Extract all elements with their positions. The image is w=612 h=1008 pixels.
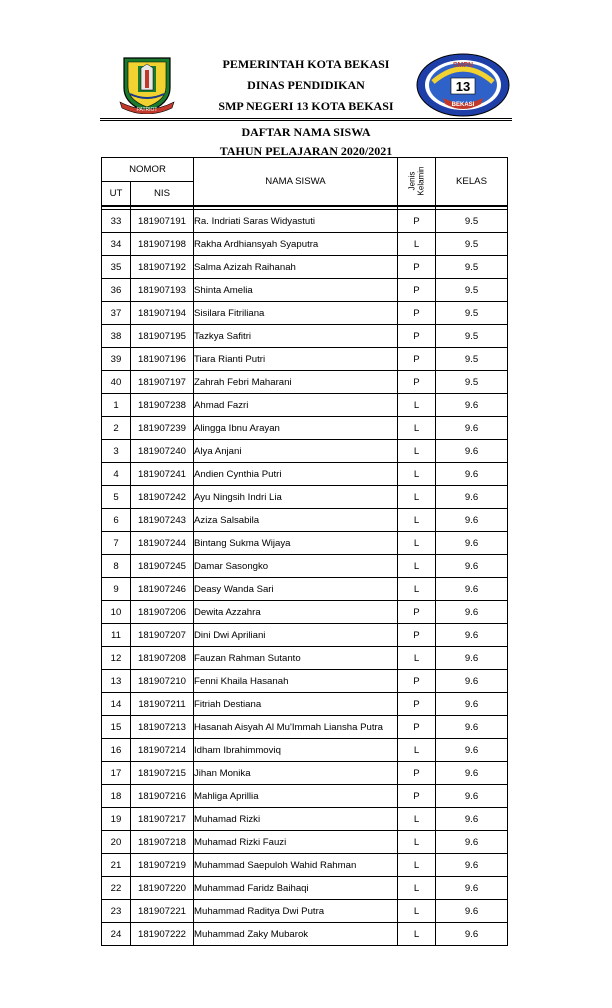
cell-ut: 21 <box>102 854 131 877</box>
cell-kelas: 9.6 <box>436 762 508 785</box>
cell-ut: 10 <box>102 601 131 624</box>
cell-nama: Ahmad Fazri <box>194 394 398 417</box>
cell-nis: 181907198 <box>131 233 194 256</box>
cell-jenis-kelamin: P <box>398 762 436 785</box>
cell-jenis-kelamin: L <box>398 923 436 946</box>
table-row <box>102 348 508 371</box>
table-row <box>102 210 508 233</box>
cell-nama: Tazkya Safitri <box>194 325 398 348</box>
cell-jenis-kelamin: L <box>398 440 436 463</box>
table-row <box>102 371 508 394</box>
table-row <box>102 440 508 463</box>
table-row <box>102 923 508 946</box>
emblem-top-text: SMPN <box>452 62 474 69</box>
cell-kelas: 9.6 <box>436 394 508 417</box>
cell-nama: Ra. Indriati Saras Widyastuti <box>194 210 398 233</box>
cell-ut: 6 <box>102 509 131 532</box>
cell-nama: Dewita Azzahra <box>194 601 398 624</box>
cell-nama: Alya Anjani <box>194 440 398 463</box>
cell-nis: 181907243 <box>131 509 194 532</box>
cell-nis: 181907241 <box>131 463 194 486</box>
cell-jenis-kelamin: P <box>398 210 436 233</box>
header-nis: NIS <box>131 182 194 207</box>
emblem-ribbon-text: PATRIOT <box>136 107 158 113</box>
cell-jenis-kelamin: P <box>398 624 436 647</box>
table-row <box>102 831 508 854</box>
cell-jenis-kelamin: P <box>398 716 436 739</box>
cell-nis: 181907242 <box>131 486 194 509</box>
cell-jenis-kelamin: P <box>398 693 436 716</box>
government-line: PEMERINTAH KOTA BEKASI <box>222 57 390 71</box>
cell-nis: 181907217 <box>131 808 194 831</box>
cell-kelas: 9.6 <box>436 463 508 486</box>
cell-nama: Sisilara Fitriliana <box>194 302 398 325</box>
cell-kelas: 9.5 <box>436 210 508 233</box>
table-header-row <box>102 158 508 182</box>
cell-kelas: 9.6 <box>436 647 508 670</box>
cell-ut: 14 <box>102 693 131 716</box>
header-ut: UT <box>102 182 131 207</box>
cell-ut: 18 <box>102 785 131 808</box>
cell-nis: 181907192 <box>131 256 194 279</box>
cell-jenis-kelamin: P <box>398 325 436 348</box>
cell-ut: 2 <box>102 417 131 440</box>
table-row <box>102 854 508 877</box>
cell-ut: 16 <box>102 739 131 762</box>
student-rows <box>102 210 508 946</box>
cell-kelas: 9.6 <box>436 693 508 716</box>
academic-year: TAHUN PELAJARAN 2020/2021 <box>219 144 393 158</box>
school-emblem <box>415 52 511 118</box>
cell-nis: 181907218 <box>131 831 194 854</box>
header-nama-siswa: NAMA SISWA <box>194 158 398 207</box>
cell-nama: Shinta Amelia <box>194 279 398 302</box>
cell-nis: 181907219 <box>131 854 194 877</box>
institution-heading <box>200 54 412 117</box>
cell-jenis-kelamin: L <box>398 831 436 854</box>
table-row <box>102 900 508 923</box>
cell-kelas: 9.6 <box>436 601 508 624</box>
cell-jenis-kelamin: L <box>398 463 436 486</box>
cell-ut: 35 <box>102 256 131 279</box>
cell-nama: Muhammad Saepuloh Wahid Rahman <box>194 854 398 877</box>
cell-nama: Fauzan Rahman Sutanto <box>194 647 398 670</box>
cell-nama: Salma Azizah Raihanah <box>194 256 398 279</box>
cell-kelas: 9.6 <box>436 785 508 808</box>
cell-kelas: 9.6 <box>436 509 508 532</box>
table-row <box>102 762 508 785</box>
cell-nis: 181907216 <box>131 785 194 808</box>
cell-ut: 40 <box>102 371 131 394</box>
cell-nis: 181907206 <box>131 601 194 624</box>
cell-ut: 12 <box>102 647 131 670</box>
cell-kelas: 9.6 <box>436 877 508 900</box>
header-jenis-kelamin-label <box>408 167 426 196</box>
cell-kelas: 9.5 <box>436 256 508 279</box>
cell-kelas: 9.5 <box>436 302 508 325</box>
cell-nama: Muhammad Raditya Dwi Putra <box>194 900 398 923</box>
cell-kelas: 9.6 <box>436 739 508 762</box>
table-row <box>102 279 508 302</box>
cell-nis: 181907213 <box>131 716 194 739</box>
cell-jenis-kelamin: L <box>398 509 436 532</box>
cell-ut: 33 <box>102 210 131 233</box>
cell-ut: 19 <box>102 808 131 831</box>
cell-jenis-kelamin: L <box>398 555 436 578</box>
cell-nis: 181907246 <box>131 578 194 601</box>
table-row <box>102 417 508 440</box>
cell-jenis-kelamin: L <box>398 877 436 900</box>
table-row <box>102 693 508 716</box>
cell-nama: Muhamad Rizki <box>194 808 398 831</box>
cell-nis: 181907221 <box>131 900 194 923</box>
cell-nama: Dini Dwi Apriliani <box>194 624 398 647</box>
table-row <box>102 670 508 693</box>
cell-kelas: 9.6 <box>436 440 508 463</box>
table-row <box>102 578 508 601</box>
cell-jenis-kelamin: P <box>398 670 436 693</box>
cell-kelas: 9.6 <box>436 578 508 601</box>
header-kelas: KELAS <box>436 158 508 207</box>
document-titles <box>100 123 512 161</box>
cell-ut: 39 <box>102 348 131 371</box>
cell-ut: 17 <box>102 762 131 785</box>
table-row <box>102 302 508 325</box>
cell-kelas: 9.6 <box>436 716 508 739</box>
cell-ut: 8 <box>102 555 131 578</box>
cell-nis: 181907222 <box>131 923 194 946</box>
cell-nama: Zahrah Febri Maharani <box>194 371 398 394</box>
table-row <box>102 394 508 417</box>
header-nomor: NOMOR <box>102 158 194 182</box>
cell-jenis-kelamin: L <box>398 647 436 670</box>
cell-jenis-kelamin: L <box>398 854 436 877</box>
department-line: DINAS PENDIDIKAN <box>247 78 365 92</box>
cell-kelas: 9.6 <box>436 854 508 877</box>
letterhead <box>100 52 512 120</box>
header-jenis-kelamin <box>398 158 436 207</box>
cell-ut: 7 <box>102 532 131 555</box>
cell-ut: 34 <box>102 233 131 256</box>
cell-nama: Bintang Sukma Wijaya <box>194 532 398 555</box>
cell-nis: 181907195 <box>131 325 194 348</box>
cell-nama: Andien Cynthia Putri <box>194 463 398 486</box>
cell-nis: 181907191 <box>131 210 194 233</box>
cell-kelas: 9.6 <box>436 486 508 509</box>
cell-nis: 181907211 <box>131 693 194 716</box>
cell-kelas: 9.6 <box>436 808 508 831</box>
cell-kelas: 9.5 <box>436 371 508 394</box>
cell-jenis-kelamin: L <box>398 394 436 417</box>
table-row <box>102 877 508 900</box>
cell-jenis-kelamin: P <box>398 256 436 279</box>
cell-jenis-kelamin: P <box>398 785 436 808</box>
cell-jenis-kelamin: P <box>398 371 436 394</box>
cell-nama: Muhammad Faridz Baihaqi <box>194 877 398 900</box>
table-row <box>102 601 508 624</box>
cell-ut: 9 <box>102 578 131 601</box>
cell-jenis-kelamin: L <box>398 233 436 256</box>
cell-jenis-kelamin: P <box>398 601 436 624</box>
cell-nama: Idham Ibrahimmoviq <box>194 739 398 762</box>
cell-nama: Jihan Monika <box>194 762 398 785</box>
table-row <box>102 739 508 762</box>
cell-ut: 11 <box>102 624 131 647</box>
cell-nis: 181907210 <box>131 670 194 693</box>
cell-nis: 181907238 <box>131 394 194 417</box>
cell-kelas: 9.6 <box>436 900 508 923</box>
cell-nama: Deasy Wanda Sari <box>194 578 398 601</box>
emblem-bottom-text: BEKASI <box>451 102 475 108</box>
cell-ut: 36 <box>102 279 131 302</box>
cell-nama: Hasanah Aisyah Al Mu'Immah Liansha Putra <box>194 716 398 739</box>
table-row <box>102 233 508 256</box>
cell-ut: 5 <box>102 486 131 509</box>
student-table <box>101 157 508 946</box>
cell-kelas: 9.6 <box>436 831 508 854</box>
cell-nama: Damar Sasongko <box>194 555 398 578</box>
cell-ut: 38 <box>102 325 131 348</box>
cell-ut: 1 <box>102 394 131 417</box>
cell-kelas: 9.6 <box>436 624 508 647</box>
cell-jenis-kelamin: L <box>398 739 436 762</box>
cell-ut: 24 <box>102 923 131 946</box>
header-jk-line2: Kelamin <box>416 166 426 196</box>
cell-nama: Tiara Rianti Putri <box>194 348 398 371</box>
table-row <box>102 463 508 486</box>
emblem-number: 13 <box>455 79 471 94</box>
cell-ut: 15 <box>102 716 131 739</box>
cell-ut: 4 <box>102 463 131 486</box>
table-row <box>102 624 508 647</box>
cell-kelas: 9.6 <box>436 670 508 693</box>
cell-kelas: 9.5 <box>436 325 508 348</box>
cell-ut: 3 <box>102 440 131 463</box>
table-row <box>102 532 508 555</box>
table-row <box>102 647 508 670</box>
cell-nis: 181907196 <box>131 348 194 371</box>
cell-nis: 181907239 <box>131 417 194 440</box>
cell-jenis-kelamin: L <box>398 486 436 509</box>
cell-nama: Alingga Ibnu Arayan <box>194 417 398 440</box>
cell-nis: 181907240 <box>131 440 194 463</box>
cell-jenis-kelamin: P <box>398 279 436 302</box>
letterhead-divider <box>100 118 512 121</box>
cell-jenis-kelamin: P <box>398 348 436 371</box>
cell-nis: 181907197 <box>131 371 194 394</box>
header-jk-line1: Jenis <box>407 171 417 191</box>
table-row <box>102 256 508 279</box>
cell-nama: Mahliga Aprillia <box>194 785 398 808</box>
cell-kelas: 9.6 <box>436 923 508 946</box>
cell-ut: 23 <box>102 900 131 923</box>
cell-nis: 181907220 <box>131 877 194 900</box>
cell-nis: 181907245 <box>131 555 194 578</box>
cell-nis: 181907207 <box>131 624 194 647</box>
cell-nama: Ayu Ningsih Indri Lia <box>194 486 398 509</box>
cell-kelas: 9.5 <box>436 279 508 302</box>
cell-ut: 22 <box>102 877 131 900</box>
cell-jenis-kelamin: L <box>398 417 436 440</box>
cell-nama: Fenni Khaila Hasanah <box>194 670 398 693</box>
cell-nis: 181907215 <box>131 762 194 785</box>
cell-kelas: 9.6 <box>436 417 508 440</box>
cell-nama: Fitriah Destiana <box>194 693 398 716</box>
cell-nama: Rakha Ardhiansyah Syaputra <box>194 233 398 256</box>
cell-nama: Muhamad Rizki Fauzi <box>194 831 398 854</box>
cell-nis: 181907208 <box>131 647 194 670</box>
bekasi-city-emblem <box>118 54 176 114</box>
table-row <box>102 785 508 808</box>
cell-nama: Muhammad Zaky Mubarok <box>194 923 398 946</box>
table-row <box>102 555 508 578</box>
cell-ut: 13 <box>102 670 131 693</box>
cell-kelas: 9.5 <box>436 233 508 256</box>
cell-nis: 181907214 <box>131 739 194 762</box>
cell-jenis-kelamin: L <box>398 578 436 601</box>
cell-jenis-kelamin: L <box>398 900 436 923</box>
cell-kelas: 9.6 <box>436 532 508 555</box>
cell-jenis-kelamin: L <box>398 808 436 831</box>
cell-ut: 20 <box>102 831 131 854</box>
cell-kelas: 9.6 <box>436 555 508 578</box>
cell-nama: Aziza Salsabila <box>194 509 398 532</box>
table-row <box>102 808 508 831</box>
cell-nis: 181907244 <box>131 532 194 555</box>
table-row <box>102 716 508 739</box>
table-row <box>102 509 508 532</box>
cell-nis: 181907194 <box>131 302 194 325</box>
cell-nis: 181907193 <box>131 279 194 302</box>
cell-jenis-kelamin: P <box>398 302 436 325</box>
cell-kelas: 9.5 <box>436 348 508 371</box>
school-line: SMP NEGERI 13 KOTA BEKASI <box>218 99 394 113</box>
cell-jenis-kelamin: L <box>398 532 436 555</box>
document-title: DAFTAR NAMA SISWA <box>241 125 371 139</box>
table-row <box>102 486 508 509</box>
table-row <box>102 325 508 348</box>
cell-ut: 37 <box>102 302 131 325</box>
